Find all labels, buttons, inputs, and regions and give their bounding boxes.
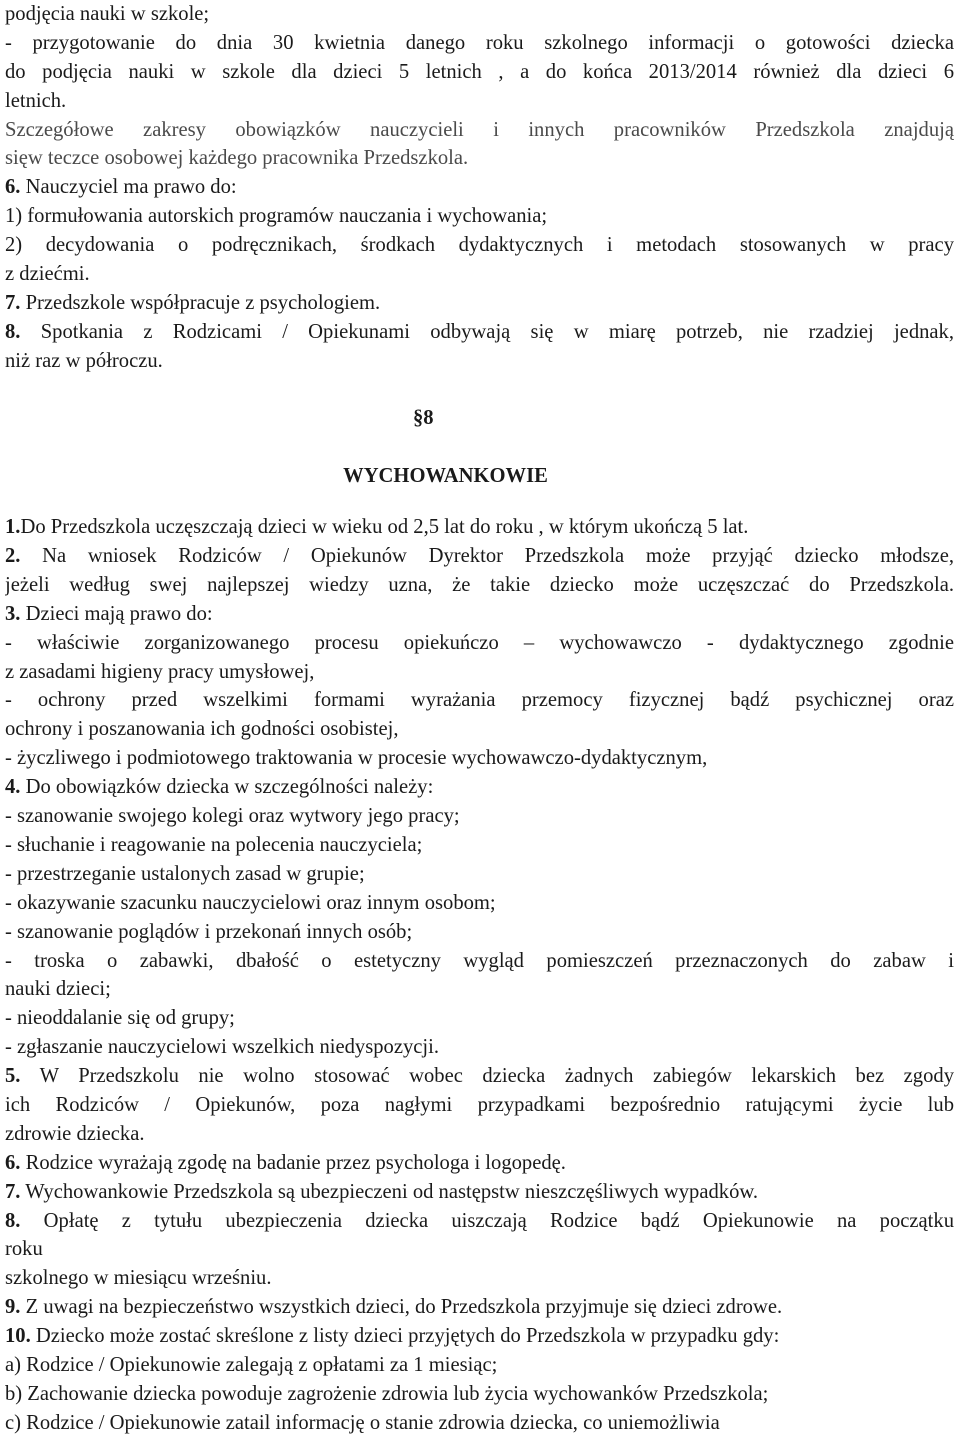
line-text: 2) decydowania o podręcznikach, środkach dydaktycznych i metodach stosowanych w pracy [5, 234, 954, 257]
line-text: Do Przedszkola uczęszczają dzieci w wieku od 2,5 lat do roku , w którym ukończą 5 lat. [20, 516, 749, 539]
line-text: Dziecko może zostać skreślone z listy dzieci przyjętych do Przedszkola w przypadku gdy: [30, 1325, 780, 1348]
line-text: - właściwie zorganizowanego procesu opiekuńczo – wychowawczo - dydaktycznego zgodnie [5, 631, 954, 654]
line-text: sięw teczce osobowej każdego pracownika Przedszkola. [5, 147, 469, 170]
text-line [5, 773, 954, 802]
line-text: c) Rodzice / Opiekunowie zatail informację o stanie zdrowia dziecka, co uniemożliwia [5, 1411, 720, 1434]
text-line [5, 860, 954, 889]
text-line [5, 116, 954, 145]
line-text: - zgłaszanie nauczycielowi wszelkich niedyspozycji. [5, 1036, 440, 1059]
line-text: - szanowanie swojego kolegi oraz wytwory jego pracy; [5, 805, 460, 828]
text-line [5, 715, 954, 744]
line-text: Wychowankowie Przedszkola są ubezpieczeni od następstw nieszczęśliwych wypadków. [20, 1180, 759, 1203]
text-line [5, 947, 954, 976]
line-text: Dzieci mają prawo do: [20, 602, 213, 625]
text-line [5, 289, 954, 318]
line-text: 1) formułowania autorskich programów nauczania i wychowania; [5, 205, 548, 228]
text-line [5, 1409, 954, 1438]
text-line [5, 831, 954, 860]
line-text: z zasadami higieny pracy umysłowej, [5, 660, 315, 683]
line-text: - ochrony przed wszelkimi formami wyrażania przemocy fizycznej bądź psychicznej oraz [5, 689, 954, 712]
text-line [5, 542, 954, 571]
text-line [5, 1178, 954, 1207]
text-line [5, 600, 954, 629]
text-line [5, 144, 954, 173]
line-text: z dziećmi. [5, 263, 90, 286]
text-line [5, 629, 954, 658]
line-text: letnich. [5, 89, 67, 112]
spacer [5, 376, 954, 405]
item-number: 10. [5, 1325, 31, 1348]
item-number: 6. [5, 1151, 21, 1174]
paragraphs-after-section [5, 513, 954, 1438]
text-line [5, 1149, 954, 1178]
line-text: szkolnego w miesiącu wrześniu. [5, 1267, 272, 1290]
line-text: Z uwagi na bezpieczeństwo wszystkich dzieci, do Przedszkola przyjmuje się dzieci zdrowe. [20, 1296, 783, 1319]
text-line [5, 0, 954, 29]
text-line [5, 1062, 954, 1091]
text-line [5, 29, 954, 58]
line-text: - szanowanie poglądów i przekonań innych osób; [5, 920, 413, 943]
text-line [5, 347, 954, 376]
text-line [5, 1322, 954, 1351]
line-text: - okazywanie szacunku nauczycielowi oraz innym osobom; [5, 891, 496, 914]
line-text: ochrony i poszanowania ich godności osobistej, [5, 718, 399, 741]
text-line [5, 513, 954, 542]
line-text: Opłatę z tytułu ubezpieczenia dziecka uiszczają Rodzice bądź Opiekunowie na początku [20, 1209, 954, 1232]
item-number: 1. [5, 516, 21, 539]
text-line [5, 1235, 954, 1264]
item-number: 4. [5, 776, 21, 799]
line-text: a) Rodzice / Opiekunowie zalegają z opłatami za 1 miesiąc; [5, 1353, 498, 1376]
item-number: 9. [5, 1296, 21, 1319]
line-text: Na wniosek Rodziców / Opiekunów Dyrektor Przedszkola może przyjąć dziecko młodsze, [20, 545, 954, 568]
line-text: - nieoddalanie się od grupy; [5, 1007, 235, 1030]
text-line [5, 1004, 954, 1033]
line-text: jeżeli według swej najlepszej wiedzy uzna, że takie dziecko może uczęszczać do Przedszkola. [5, 573, 954, 596]
line-text: podjęcia nauki w szkole; [5, 3, 210, 25]
text-line [5, 58, 954, 87]
item-number: 6. [5, 176, 21, 199]
item-number: 8. [5, 1209, 21, 1232]
text-line [5, 318, 954, 347]
line-text: - przestrzeganie ustalonych zasad w grupie; [5, 862, 365, 885]
line-text: zdrowie dziecka. [5, 1122, 145, 1145]
text-line [5, 231, 954, 260]
text-line [5, 1264, 954, 1293]
text-line [5, 1091, 954, 1120]
spacer [5, 491, 954, 513]
text-line [5, 173, 954, 202]
text-line [5, 975, 954, 1004]
text-line [5, 889, 954, 918]
line-text: Spotkania z Rodzicami / Opiekunami odbywają się w miarę potrzeb, nie rzadziej jednak, [20, 320, 954, 343]
item-number: 3. [5, 602, 21, 625]
line-text: - życzliwego i podmiotowego traktowania w procesie wychowawczo-dydaktycznym, [5, 747, 708, 770]
spacer [5, 433, 954, 462]
line-text: W Przedszkolu nie wolno stosować wobec dziecka żadnych zabiegów lekarskich bez zgody [20, 1065, 954, 1088]
line-text: - troska o zabawki, dbałość o estetyczny wygląd pomieszczeń przeznaczonych do zabaw i [5, 949, 954, 972]
line-text: Do obowiązków dziecka w szczególności należy: [20, 776, 434, 799]
text-line [5, 202, 954, 231]
line-text: - słuchanie i reagowanie na polecenia nauczyciela; [5, 833, 423, 856]
text-line [5, 686, 954, 715]
text-line [5, 1351, 954, 1380]
line-text: nauki dzieci; [5, 978, 111, 1001]
text-line [5, 260, 954, 289]
line-text: Rodzice wyrażają zgodę na badanie przez psychologa i logopedę. [20, 1151, 566, 1174]
text-line [5, 1033, 954, 1062]
section-title: WYCHOWANKOWIE [343, 465, 548, 488]
text-line [5, 87, 954, 116]
line-text: - przygotowanie do dnia 30 kwietnia danego roku szkolnego informacji o gotowości dziecka [5, 31, 954, 54]
item-number: 7. [5, 1180, 21, 1203]
line-text: Szczegółowe zakresy obowiązków nauczycieli i innych pracowników Przedszkola znajdują [5, 118, 954, 141]
text-line [5, 1380, 954, 1409]
line-text: roku [5, 1238, 43, 1261]
text-line [5, 658, 954, 687]
line-text: Nauczyciel ma prawo do: [20, 176, 237, 199]
text-line [5, 571, 954, 600]
text-line [5, 744, 954, 773]
text-line [5, 1207, 954, 1236]
line-text: b) Zachowanie dziecka powoduje zagrożenie zdrowia lub życia wychowanków Przedszkola; [5, 1382, 769, 1405]
text-line [5, 802, 954, 831]
item-number: 2. [5, 545, 21, 568]
text-line [5, 918, 954, 947]
section-number: §8 [413, 407, 434, 430]
paragraphs-before-section [5, 0, 954, 376]
line-text: niż raz w półroczu. [5, 349, 163, 372]
line-text: ich Rodziców / Opiekunów, poza nagłymi przypadkami bezpośrednio ratującymi życie lub [5, 1093, 954, 1116]
item-number: 7. [5, 291, 21, 314]
line-text: do podjęcia nauki w szkole dla dzieci 5 letnich , a do końca 2013/2014 również dla dzieci 6 [5, 60, 954, 83]
text-line [5, 1293, 954, 1322]
text-line [5, 1120, 954, 1149]
item-number: 5. [5, 1065, 21, 1088]
line-text: Przedszkole współpracuje z psychologiem. [20, 291, 381, 314]
item-number: 8. [5, 320, 21, 343]
